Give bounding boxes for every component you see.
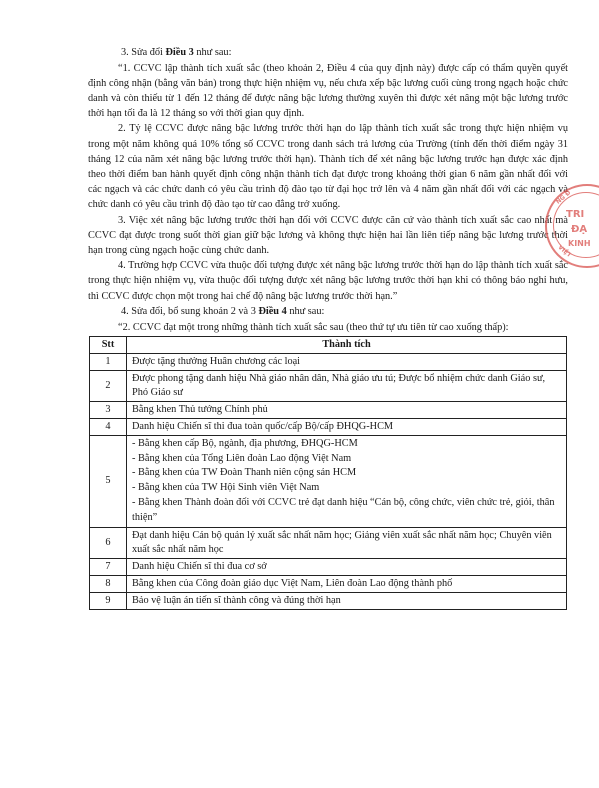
header-achievement: Thành tích [127, 336, 567, 353]
heading-article-ref: Điều 3 [165, 47, 194, 58]
row-stt: 7 [90, 558, 127, 575]
row-achievement: Danh hiệu Chiến sĩ thi đua cơ sở [127, 558, 567, 575]
heading-text: như sau: [286, 306, 325, 318]
row-stt: 1 [90, 353, 127, 370]
list-item: - Bằng khen của Tổng Liên đoàn Lao động Việt Nam [132, 452, 352, 464]
paragraph-3: 3. Việc xét nâng bậc lương trước thời hạn đối với CCVC được căn cứ vào thành tích xuất sắc cao nhất mà CCVC đạt được trong suốt thời gian giữ bậc lương và không thực hiện hai lần liên tiếp nâng bậc lương trước thời hạn trong cùng ngạch hoặc cùng chức danh. [88, 214, 568, 256]
table-row [90, 575, 567, 592]
section-4-intro: “2. CCVC đạt một trong những thành tích xuất sắc sau (theo thứ tự ưu tiên từ cao xuống thấp): [118, 321, 509, 333]
table-header-row [90, 336, 567, 353]
achievements-table [89, 336, 567, 610]
heading-article-ref: Điều 4 [258, 306, 287, 318]
list-item: - Bằng khen của TW Đoàn Thanh niên cộng sản HCM [132, 467, 357, 479]
table-row [90, 592, 567, 609]
row-achievement: Đạt danh hiệu Cán bộ quản lý xuất sắc nhất năm học; Giảng viên xuất sắc nhất năm học; Chuyên viên xuất sắc nhất năm học [127, 527, 567, 558]
row-achievement-list [127, 435, 567, 527]
row-stt: 9 [90, 592, 127, 609]
header-stt: Stt [90, 336, 127, 353]
seal-text-line3: KINH [568, 239, 591, 248]
row-stt: 3 [90, 401, 127, 418]
heading-text: như sau: [193, 47, 232, 58]
row-stt: 6 [90, 527, 127, 558]
row-stt: 4 [90, 418, 127, 435]
section-4-heading [88, 304, 568, 319]
row-stt: 5 [90, 435, 127, 527]
seal-text-line1: TRI [566, 209, 585, 220]
row-achievement: Bằng khen của Công đoàn giáo dục Việt Nam, Liên đoàn Lao động thành phố [127, 575, 567, 592]
heading-text: 4. Sửa đổi, bổ sung khoản 2 và 3 [121, 306, 259, 318]
list-item: - Bằng khen cấp Bộ, ngành, địa phương, ĐHQG-HCM [132, 437, 358, 449]
paragraph-1: “1. CCVC lập thành tích xuất sắc (theo khoản 2, Điều 4 của quy định này) được cấp có thẩm quyền quyết định công nhận (bằng văn bản) trong thực hiện nhiệm vụ, nếu chưa xếp bậc lương cuối cùng trong ngạch hoặc chức danh và còn thiếu từ 1 đến 12 tháng để được nâng bậc lương thường xuyên thì được xét nâng một bậc lương trước thời hạn tối đa là 12 tháng so với thời gian quy định. [88, 62, 568, 119]
list-item: - Bằng khen của TW Hội Sinh viên Việt Nam [132, 482, 320, 494]
table-row [90, 353, 567, 370]
table-row [90, 558, 567, 575]
row-achievement: Bằng khen Thủ tướng Chính phủ [127, 401, 567, 418]
row-achievement: Được phong tặng danh hiệu Nhà giáo nhân dân, Nhà giáo ưu tú; Được bổ nhiệm chức danh Giáo sư, Phó Giáo sư [127, 370, 567, 401]
list-item: - Bằng khen Thành đoàn đối với CCVC trẻ đạt danh hiệu “Cán bộ, công chức, viên chức trẻ, giỏi, thân thiện” [132, 496, 555, 523]
table-row [90, 370, 567, 401]
paragraph-2: 2. Tỷ lệ CCVC được nâng bậc lương trước thời hạn do lập thành tích xuất sắc trong thực hiện nhiệm vụ trong một năm không quá 10% tổng số CCVC trong danh sách trả lương của Trường (tính đến thời điểm ngày 31 tháng 12 của năm xét nâng bậc lương trước thời hạn). Thành tích để xét nâng bậc lương trước hạn được xác định theo thời điểm ban hành quyết định công nhận thành tích đạt được trong khoảng thời gian 6 năm gần nhất đối với các ngạch và các chức danh có yêu cầu trình độ đào tạo từ đại học trở lên và 4 năm gần nhất đối với các ngạch và chức danh có yêu cầu trình độ đào tạo từ cao đẳng trở xuống. [88, 123, 568, 210]
paragraph-4: 4. Trường hợp CCVC vừa thuộc đối tượng được xét nâng bậc lương trước thời hạn do lập thành tích xuất sắc trong thực hiện nhiệm vụ, vừa thuộc đối tượng được xét nâng bậc lương trước thời hạn khi có thông báo nghỉ hưu, thì CCVC được chọn một trong hai chế độ nâng bậc lương trước thời hạn.” [88, 260, 568, 302]
seal-arc-top: NG Đ [554, 189, 573, 206]
table-row [90, 401, 567, 418]
row-achievement: Được tặng thưởng Huân chương các loại [127, 353, 567, 370]
document-body [88, 45, 568, 610]
row-achievement: Bảo vệ luận án tiến sĩ thành công và đúng thời hạn [127, 592, 567, 609]
table-row [90, 418, 567, 435]
row-stt: 2 [90, 370, 127, 401]
table-row [90, 527, 567, 558]
seal-text-line2: ĐẠ [571, 224, 588, 235]
section-3-heading [88, 45, 568, 60]
heading-text: 3. Sửa đổi [121, 47, 166, 58]
row-stt: 8 [90, 575, 127, 592]
seal-arc-bottom: VIỆT [556, 243, 573, 260]
table-row [90, 435, 567, 527]
row-achievement: Danh hiệu Chiến sĩ thi đua toàn quốc/cấp Bộ/cấp ĐHQG-HCM [127, 418, 567, 435]
